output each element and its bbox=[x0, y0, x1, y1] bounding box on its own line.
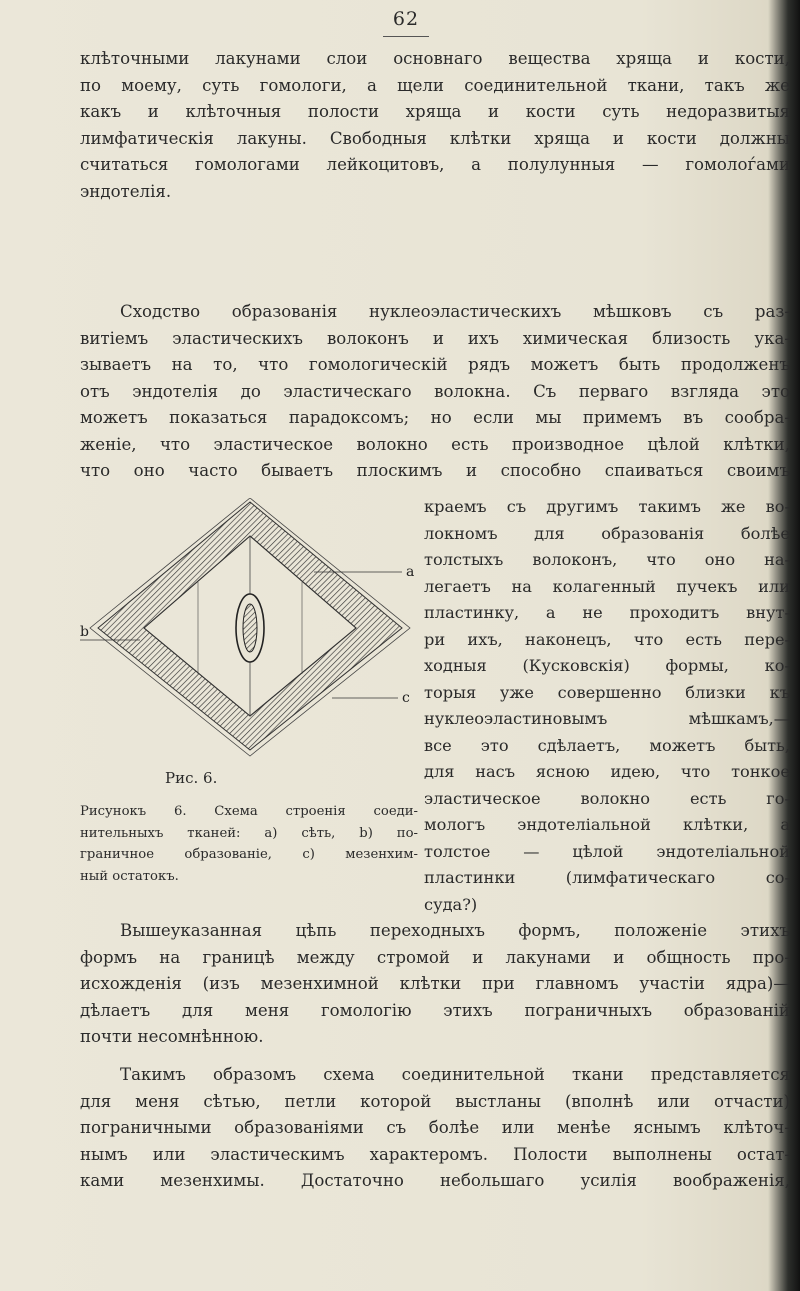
figure-6-diagram bbox=[80, 498, 420, 758]
text-line: пластинку, а не проходитъ внут- bbox=[424, 603, 790, 622]
figure-caption bbox=[80, 801, 418, 887]
text-line: нымъ или эластическимъ характеромъ. Полости выполнены остат- bbox=[80, 1144, 790, 1164]
page-number: 62 bbox=[392, 8, 420, 30]
text-line: пластинки (лимфатическаго со- bbox=[424, 868, 790, 887]
text-line: витіемъ эластическихъ волоконъ и ихъ химическая близость ука- bbox=[80, 328, 790, 348]
text-line: клѣточными лакунами слои основнаго вещества хряща и кости, bbox=[80, 49, 790, 68]
text-line: локномъ для образованія болѣе bbox=[424, 523, 790, 543]
text-line: суда?) bbox=[424, 894, 478, 914]
text-line: эластическое волокно есть го- bbox=[424, 788, 790, 808]
text-line: эндотелія. bbox=[80, 181, 172, 201]
text-line: Такимъ образомъ схема соединительной ткани представляется bbox=[120, 1065, 790, 1084]
paragraph-3 bbox=[80, 918, 790, 1051]
text-line: нуклеоэластиновымъ мѣшкамъ,— bbox=[424, 709, 790, 728]
text-line: Вышеуказанная цѣпь переходныхъ формъ, положеніе этихъ bbox=[120, 921, 790, 940]
text-line: для меня сѣтью, петли которой выстланы (вполнѣ или отчасти) bbox=[80, 1091, 790, 1111]
caption-line: Рисунокъ 6. Схема строенія соеди- bbox=[80, 804, 418, 819]
text-line: дѣлаетъ для меня гомологію этихъ пограничныхъ образованій bbox=[80, 1000, 790, 1020]
caption-line: ный остатокъ. bbox=[80, 868, 179, 884]
caption-line: граничное образованіе, с) мезенхим- bbox=[80, 847, 418, 862]
figure-label-a: a bbox=[406, 564, 415, 580]
text-line: мологъ эндотеліальной клѣтки, а bbox=[424, 815, 790, 834]
text-line: все это сдѣлаетъ, можетъ быть, bbox=[424, 735, 790, 755]
page-number-rule bbox=[383, 36, 429, 37]
text-line: почти несомнѣнною. bbox=[80, 1027, 264, 1046]
figure-title: Рис. 6. bbox=[165, 769, 218, 787]
text-line: формъ на границѣ между стромой и лакунами и общность про- bbox=[80, 947, 790, 967]
text-line: толстое — цѣлой эндотеліальной bbox=[424, 841, 790, 861]
text-line: какъ и клѣточныя полости хряща и кости суть недоразвитыя bbox=[80, 102, 790, 121]
text-line: ходныя (Кусковскія) формы, ко- bbox=[424, 656, 790, 675]
text-line: по моему, суть гомологи, а щели соединительной ткани, такъ же bbox=[80, 75, 790, 95]
paragraph-1 bbox=[80, 46, 790, 205]
text-line: считаться гомологами лейкоцитовъ, а полулунныя — гомолоѓами bbox=[80, 155, 790, 174]
text-line: можетъ показаться парадоксомъ; но если мы примемъ въ сообра- bbox=[80, 408, 790, 427]
text-line: для насъ ясною идею, что тонкое bbox=[424, 762, 790, 781]
paragraph-4 bbox=[80, 1062, 790, 1195]
text-line: торыя уже совершенно близки къ bbox=[424, 682, 790, 702]
text-line: ри ихъ, наконецъ, что есть пере- bbox=[424, 629, 790, 649]
text-line: лимфатическія лакуны. Свободныя клѣтки хряща и кости должны bbox=[80, 128, 790, 148]
paragraph-2 bbox=[80, 299, 790, 485]
text-line: легаетъ на колагенный пучекъ или bbox=[424, 576, 790, 596]
text-line: Сходство образованія нуклеоэластическихъ мѣшковъ съ раз- bbox=[120, 302, 790, 321]
text-line: что оно часто бываетъ плоскимъ и способно спаиваться своимъ bbox=[80, 461, 790, 480]
figure-label-b: b bbox=[80, 624, 89, 640]
text-line: отъ эндотелія до эластическаго волокна. Съ перваго взгляда это bbox=[80, 381, 790, 401]
text-line: пограничными образованіями съ болѣе или менѣе яснымъ клѣточ- bbox=[80, 1118, 790, 1137]
figure-label-c: c bbox=[402, 690, 410, 706]
text-line: краемъ съ другимъ такимъ же во- bbox=[424, 497, 790, 516]
text-line: исхожденія (изъ мезенхимной клѣтки при главномъ участіи ядра)— bbox=[80, 974, 790, 993]
text-line: женіе, что эластическое волокно есть производное цѣлой клѣтки, bbox=[80, 434, 790, 454]
text-line: зываетъ на то, что гомологическій рядъ можетъ быть продолженъ bbox=[80, 355, 790, 374]
text-line: толстыхъ волоконъ, что оно на- bbox=[424, 550, 790, 569]
text-line: ками мезенхимы. Достаточно небольшаго усилія воображенія, bbox=[80, 1171, 790, 1190]
caption-line: нительныхъ тканей: а) сѣть, b) по- bbox=[80, 825, 418, 841]
paragraph-2-column bbox=[424, 494, 790, 918]
